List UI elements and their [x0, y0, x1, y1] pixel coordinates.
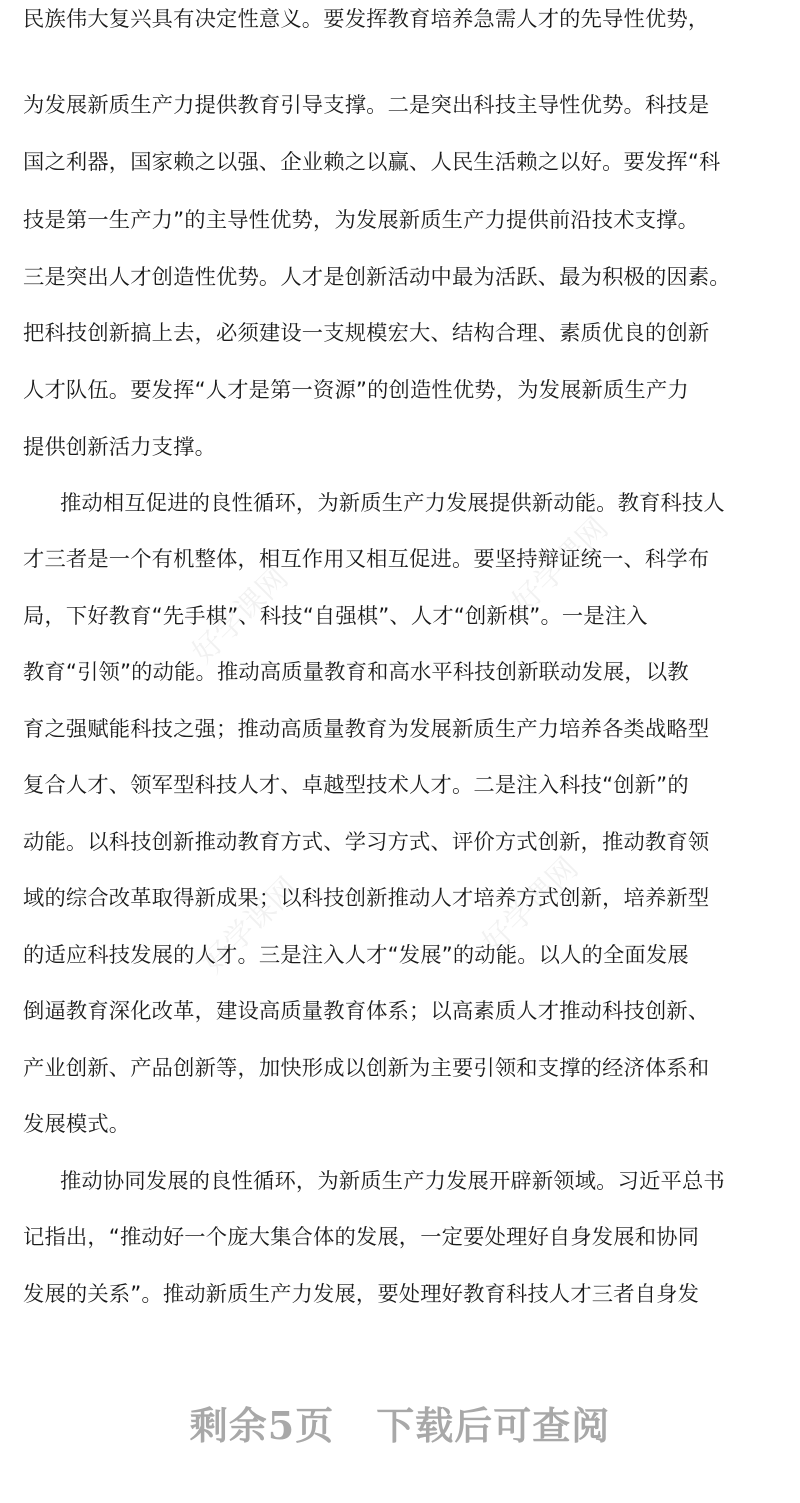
remaining-pages-label: 剩余5页 — [189, 1403, 335, 1448]
text-line: 发展模式。 — [23, 1112, 131, 1137]
text-line: 倒逼教育深化改革，建设高质量教育体系；以高素质人才推动科技创新、 — [23, 999, 710, 1024]
text-line: 人才队伍。要发挥“人才是第一资源”的创造性优势，为发展新质生产力 — [23, 378, 689, 403]
text-line: 把科技创新搞上去，必须建设一支规模宏大、结构合理、素质优良的创新 — [23, 321, 710, 346]
text-line: 的适应科技发展的人才。三是注入人才“发展”的动能。以人的全面发展 — [23, 943, 689, 968]
watermark-text: 好学课网 — [195, 870, 306, 981]
text-line: 推动协同发展的良性循环，为新质生产力发展开辟新领域。习近平总书 — [60, 1169, 725, 1194]
text-line: 才三者是一个有机整体，相互作用又相互促进。要坚持辩证统一、科学布 — [23, 547, 710, 572]
watermark-text: 好学课网 — [185, 560, 296, 671]
text-line: 发展的关系”。推动新质生产力发展，要处理好教育科技人才三者自身发 — [23, 1282, 700, 1307]
text-line: 三是突出人才创造性优势。人才是创新活动中最为活跃、最为积极的因素。 — [23, 265, 731, 290]
text-line: 育之强赋能科技之强；推动高质量教育为发展新质生产力培养各类战略型 — [23, 717, 710, 742]
text-line: 记指出，“推动好一个庞大集合体的发展，一定要处理好自身发展和协同 — [23, 1225, 700, 1250]
text-line: 域的综合改革取得新成果；以科技创新推动人才培养方式创新，培养新型 — [23, 886, 710, 911]
text-line: 民族伟大复兴具有决定性意义。要发挥教育培养急需人才的先导性优势， — [23, 7, 710, 32]
download-to-view-label: 下载后可查阅 — [376, 1403, 611, 1448]
text-line: 为发展新质生产力提供教育引导支撑。二是突出科技主导性优势。科技是 — [23, 93, 710, 118]
text-line: 推动相互促进的良性循环，为新质生产力发展提供新动能。教育科技人 — [60, 491, 725, 516]
text-line: 动能。以科技创新推动教育方式、学习方式、评价方式创新，推动教育领 — [23, 830, 710, 855]
text-line: 技是第一生产力”的主导性优势，为发展新质生产力提供前沿技术支撑。 — [23, 208, 700, 233]
text-line: 复合人才、领军型科技人才、卓越型技术人才。二是注入科技“创新”的 — [23, 773, 689, 798]
watermark-text: 好学课网 — [505, 510, 616, 621]
text-line: 教育“引领”的动能。推动高质量教育和高水平科技创新联动发展，以教 — [23, 660, 689, 685]
text-line: 局，下好教育“先手棋”、科技“自强棋”、人才“创新棋”。一是注入 — [23, 604, 648, 629]
text-line: 国之利器，国家赖之以强、企业赖之以赢、人民生活赖之以好。要发挥“科 — [23, 150, 721, 175]
watermark-text: 好学课网 — [475, 850, 586, 961]
text-line: 产业创新、产品创新等，加快形成以创新为主要引领和支撑的经济体系和 — [23, 1056, 710, 1081]
text-line: 提供创新活力支撑。 — [23, 435, 217, 460]
remaining-pages-banner[interactable] — [0, 1398, 800, 1454]
